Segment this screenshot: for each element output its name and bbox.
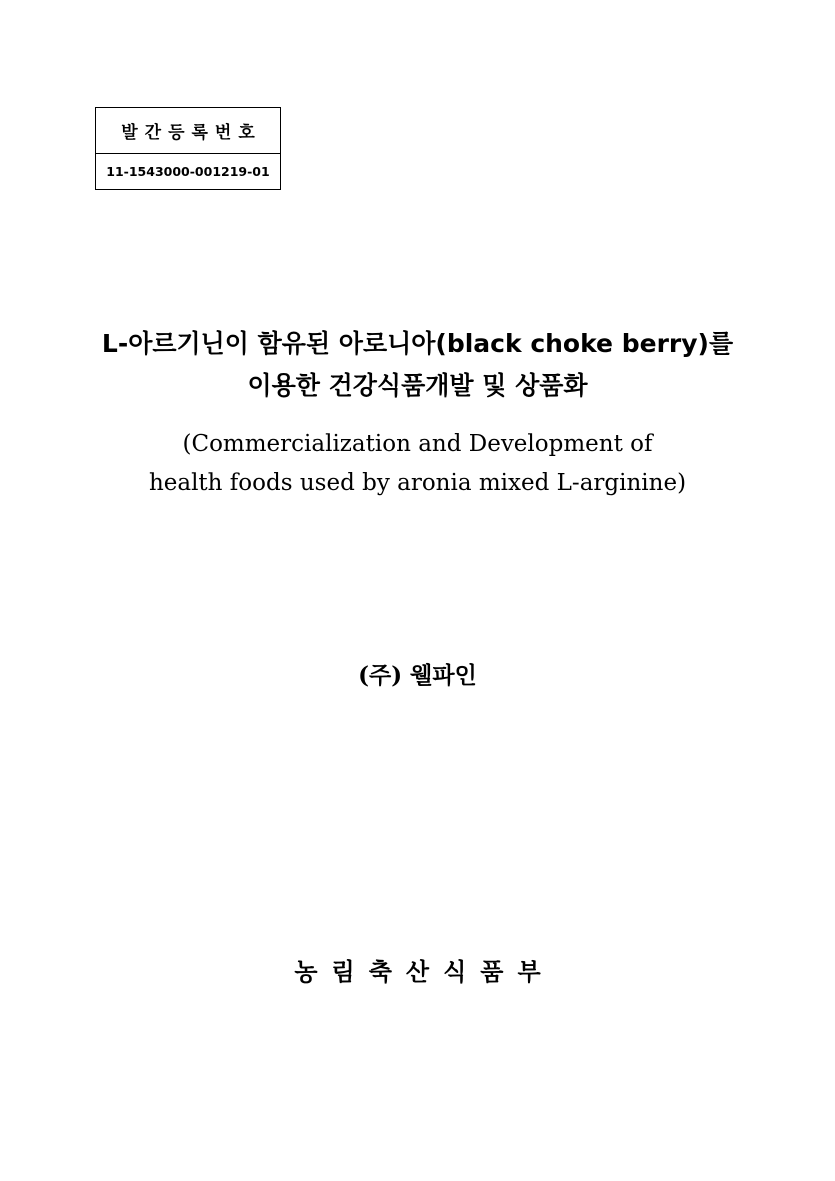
korean-title-line-1: L-아르기닌이 함유된 아로니아(black choke berry)를 xyxy=(101,329,734,358)
registration-number-box xyxy=(95,107,281,190)
korean-title xyxy=(0,323,835,407)
ministry-name: 농림축산식품부 xyxy=(294,957,555,986)
registration-label: 발간등록번호 xyxy=(96,108,280,154)
english-title-line-1: (Commercialization and Development of xyxy=(182,431,653,457)
company-name: (주) 웰파인 xyxy=(358,662,477,689)
english-title xyxy=(0,425,835,503)
korean-title-line-2: 이용한 건강식품개발 및 상품화 xyxy=(247,371,588,400)
registration-number: 11-1543000-001219-01 xyxy=(106,164,270,179)
english-title-line-2: health foods used by aronia mixed L-arginine) xyxy=(148,470,687,496)
